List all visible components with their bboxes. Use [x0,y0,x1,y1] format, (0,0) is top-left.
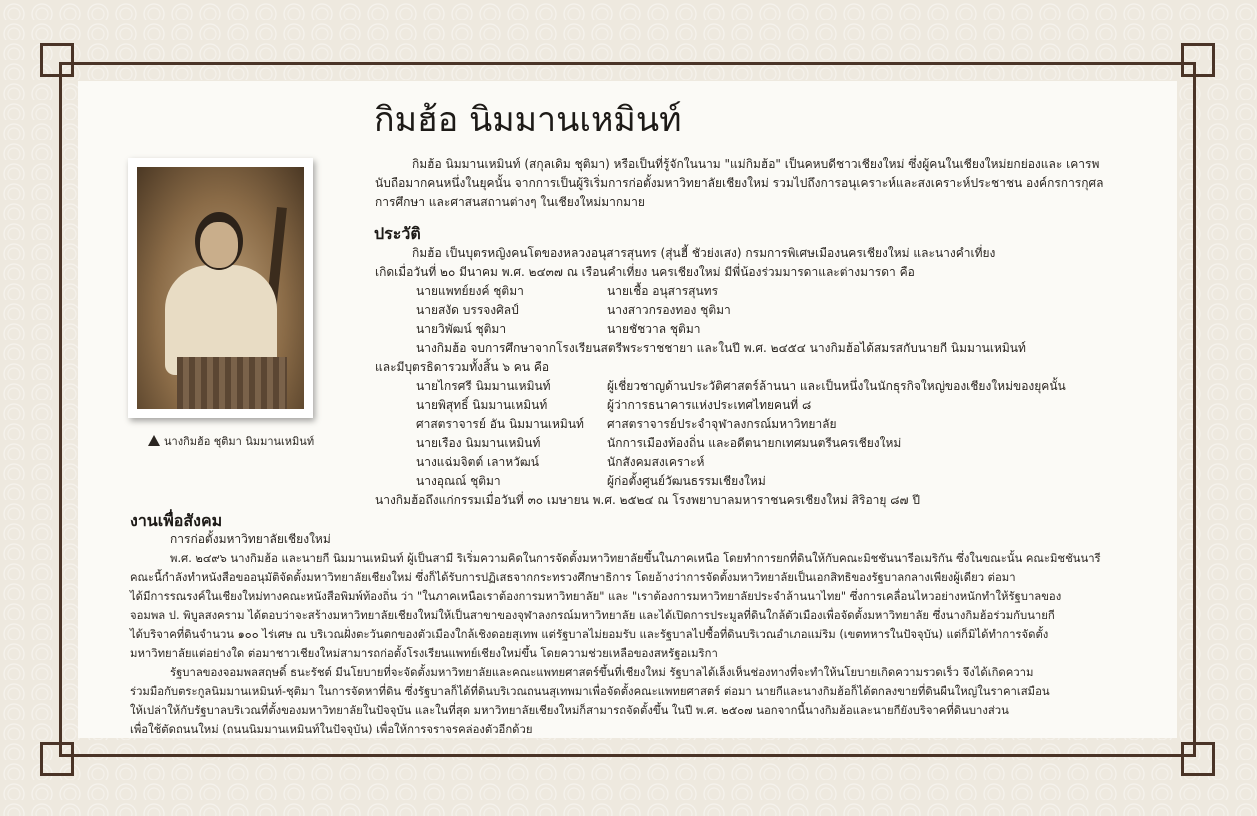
child-description: ศาสตราจารย์ประจำจุฬาลงกรณ์มหาวิทยาลัย [607,417,837,431]
social-p2-line-2: ร่วมมือกับตระกูลนิมมานเหมินท์-ชุติมา ในการจัดหาที่ดิน ซึ่งรัฐบาลก็ได้ที่ดินบริเวณถนนสุเทพมาเพื่อจัดตั้งคณะแพทยศาสตร์ ต่อมา นายกีและนางกิมฮ้อก็ได้ตกลงขายที่ดินผืนใหญ่ในราคาเสมือน [130,685,1050,698]
social-p1-line-4: จอมพล ป. พิบูลสงคราม ได้ตอบว่าจะสร้างมหาวิทยาลัยเชียงใหม่ให้เป็นสาขาของจุฬาลงกรณ์มหาวิทยาลัย และได้เปิดการประมูลที่ดินใกล้ตัวเมืองเพื่อจัดตั้งมหาวิทยาลัย ซึ่งนางกิมฮ้อร่วมกับนายกี [130,609,1055,622]
bio-line-5: นางกิมฮ้อถึงแก่กรรมเมื่อวันที่ ๓๐ เมษายน พ.ศ. ๒๕๒๔ ณ โรงพยาบาลมหาราชนครเชียงใหม่ สิริอายุ ๘๗ ปี [375,493,920,507]
social-heading: งานเพื่อสังคม [130,511,223,530]
portrait-photo [128,158,313,418]
child-name: นายไกรศรี นิมมานเหมินท์ [416,379,551,393]
bio-heading: ประวัติ [374,224,421,243]
bio-line-1: กิมฮ้อ เป็นบุตรหญิงคนโตของหลวงอนุสารสุนทร (สุ่นฮี้ ชัวย่งเสง) กรมการพิเศษเมืองนครเชียงใหม่ และนางคำเที่ยง [412,246,996,260]
social-p1-line-2: คณะนี้กำลังทำหนังสือขออนุมัติจัดตั้งมหาวิทยาลัยเชียงใหม่ ซึ่งก็ได้รับการปฏิเสธจากกระทรวงศึกษาธิการ โดยอ้างว่าการจัดตั้งมหาวิทยาลัยเป็นเอกสิทธิของรัฐบาลกลางเพียงผู้เดียว ต่อมา [130,571,1016,584]
intro-line-2: นับถือมากคนหนึ่งในยุคนั้น จากการเป็นผู้ริเริ่มการก่อตั้งมหาวิทยาลัยเชียงใหม่ รวมไปถึงการอนุเคราะห์และสงเคราะห์ประชาชน องค์กรการกุศล [375,176,1104,190]
social-p1-line-6: มหาวิทยาลัยแต่อย่างใด ต่อมาชาวเชียงใหม่สามารถก่อตั้งโรงเรียนแพทย์เชียงใหม่ขึ้น โดยความช่วยเหลือของสหรัฐอเมริกา [130,647,718,660]
portrait-image [137,167,304,409]
social-p2-line-1: รัฐบาลของจอมพลสฤษดิ์ ธนะรัชต์ มีนโยบายที่จะจัดตั้งมหาวิทยาลัยและคณะแพทยศาสตร์ขึ้นที่เชียงใหม่ รัฐบาลได้เล็งเห็นช่องทางที่จะทำให้นโยบายเกิดความรวดเร็ว จึงได้เกิดความ [170,666,1034,679]
bio-line-4: และมีบุตรธิดารวมทั้งสิ้น ๖ คน คือ [375,360,550,374]
bio-line-3: นางกิมฮ้อ จบการศึกษาจากโรงเรียนสตรีพระราชชายา และในปี พ.ศ. ๒๔๕๔ นางกิมฮ้อได้สมรสกับนายกี นิมมานเหมินท์ [416,341,1026,355]
page-title: กิมฮ้อ นิมมานเหมินท์ [374,100,682,140]
child-description: นักการเมืองท้องถิ่น และอดีตนายกเทศมนตรีนครเชียงใหม่ [607,436,902,450]
photo-caption-text: นางกิมฮ้อ ชุติมา นิมมานเหมินท์ [164,435,315,448]
social-p2-line-4: เพื่อใช้ตัดถนนใหม่ (ถนนนิมมานเหมินท์ในปัจจุบัน) เพื่อให้การจราจรคล่องตัวอีกด้วย [130,723,533,736]
sibling-name: นายแพทย์ยงค์ ชุติมา [416,284,524,298]
child-name: นางอุณณ์ ชุติมา [416,474,501,488]
frame-corner-bottom-right [1181,742,1215,776]
social-p1-line-1: พ.ศ. ๒๔๙๖ นางกิมฮ้อ และนายกี นิมมานเหมินท์ ผู้เป็นสามี ริเริ่มความคิดในการจัดตั้งมหาวิทยาลัยขึ้นในภาคเหนือ โดยทำการยกที่ดินให้กับคณะมิชชันนารีอเมริกัน ซึ่งในขณะนั้น คณะมิชชันนารี [170,552,1101,565]
child-name: นายเรือง นิมมานเหมินท์ [416,436,541,450]
bio-line-2: เกิดเมื่อวันที่ ๒๐ มีนาคม พ.ศ. ๒๔๓๗ ณ เรือนคำเที่ยง นครเชียงใหม่ มีพี่น้องร่วมมารดาและต่างมารดา คือ [375,265,915,279]
intro-line-1: กิมฮ้อ นิมมานเหมินท์ (สกุลเดิม ชุติมา) หรือเป็นที่รู้จักในนาม "แม่กิมฮ้อ" เป็นคหบดีชาวเชียงใหม่ ซึ่งผู้คนในเชียงใหม่ยกย่องและ เคารพ [412,157,1100,171]
child-name: นายพิสุทธิ์ นิมมานเหมินท์ [416,398,548,412]
social-subheading: การก่อตั้งมหาวิทยาลัยเชียงใหม่ [170,532,331,546]
frame-corner-bottom-left [40,742,74,776]
sibling-name: นายชัชวาล ชุติมา [607,322,701,336]
intro-line-3: การศึกษา และศาสนสถานต่างๆ ในเชียงใหม่มากมาย [375,195,645,209]
triangle-icon [148,435,160,446]
photo-caption [148,432,314,450]
child-description: ผู้เชี่ยวชาญด้านประวัติศาสตร์ล้านนา และเป็นหนึ่งในนักธุรกิจใหญ่ของเชียงใหม่ของยุคนั้น [607,379,1066,393]
sibling-name: นายสงัด บรรจงศิลป์ [416,303,519,317]
social-p1-line-3: ได้มีการรณรงค์ในเชียงใหม่ทางคณะหนังสือพิมพ์ท้องถิ่น ว่า "ในภาคเหนือเราต้องการมหาวิทยาลัย" และ "เราต้องการมหาวิทยาลัยประจำล้านนาไทย" ซึ่งการเคลื่อนไหวอย่างหนักทำให้รัฐบาลของ [130,590,1062,603]
social-p1-line-5: ได้บริจาคที่ดินจำนวน ๑๐๐ ไร่เศษ ณ บริเวณฝั่งตะวันตกของตัวเมืองใกล้เชิงดอยสุเทพ แต่รัฐบาลไม่ยอมรับ และรัฐบาลไปซื้อที่ดินบริเวณอำเภอแม่ริม (เขตทหารในปัจจุบัน) แต่ก็มิได้ทำการจัดตั้ง [130,628,1049,641]
sibling-name: นายวิพัฒน์ ชุติมา [416,322,507,336]
social-p2-line-3: ให้เปล่าให้กับรัฐบาลบริเวณที่ตั้งของมหาวิทยาลัยในปัจจุบัน และในที่สุด มหาวิทยาลัยเชียงใหม่ก็สามารถจัดตั้งขึ้น ในปี พ.ศ. ๒๕๐๗ นอกจากนี้นางกิมฮ้อและนายกียังบริจาคที่ดินบางส่วน [130,704,1009,717]
child-name: ศาสตราจารย์ อัน นิมมานเหมินท์ [416,417,584,431]
child-description: ผู้ก่อตั้งศูนย์วัฒนธรรมเชียงใหม่ [607,474,766,488]
frame-corner-top-right [1181,43,1215,77]
sibling-name: นางสาวกรองทอง ชุติมา [607,303,731,317]
child-description: ผู้ว่าการธนาคารแห่งประเทศไทยคนที่ ๘ [607,398,812,412]
child-description: นักสังคมสงเคราะห์ [607,455,705,469]
child-name: นางแฉ่มจิตต์ เลาหวัฒน์ [416,455,539,469]
frame-corner-top-left [40,43,74,77]
sibling-name: นายเชื้อ อนุสารสุนทร [607,284,719,298]
